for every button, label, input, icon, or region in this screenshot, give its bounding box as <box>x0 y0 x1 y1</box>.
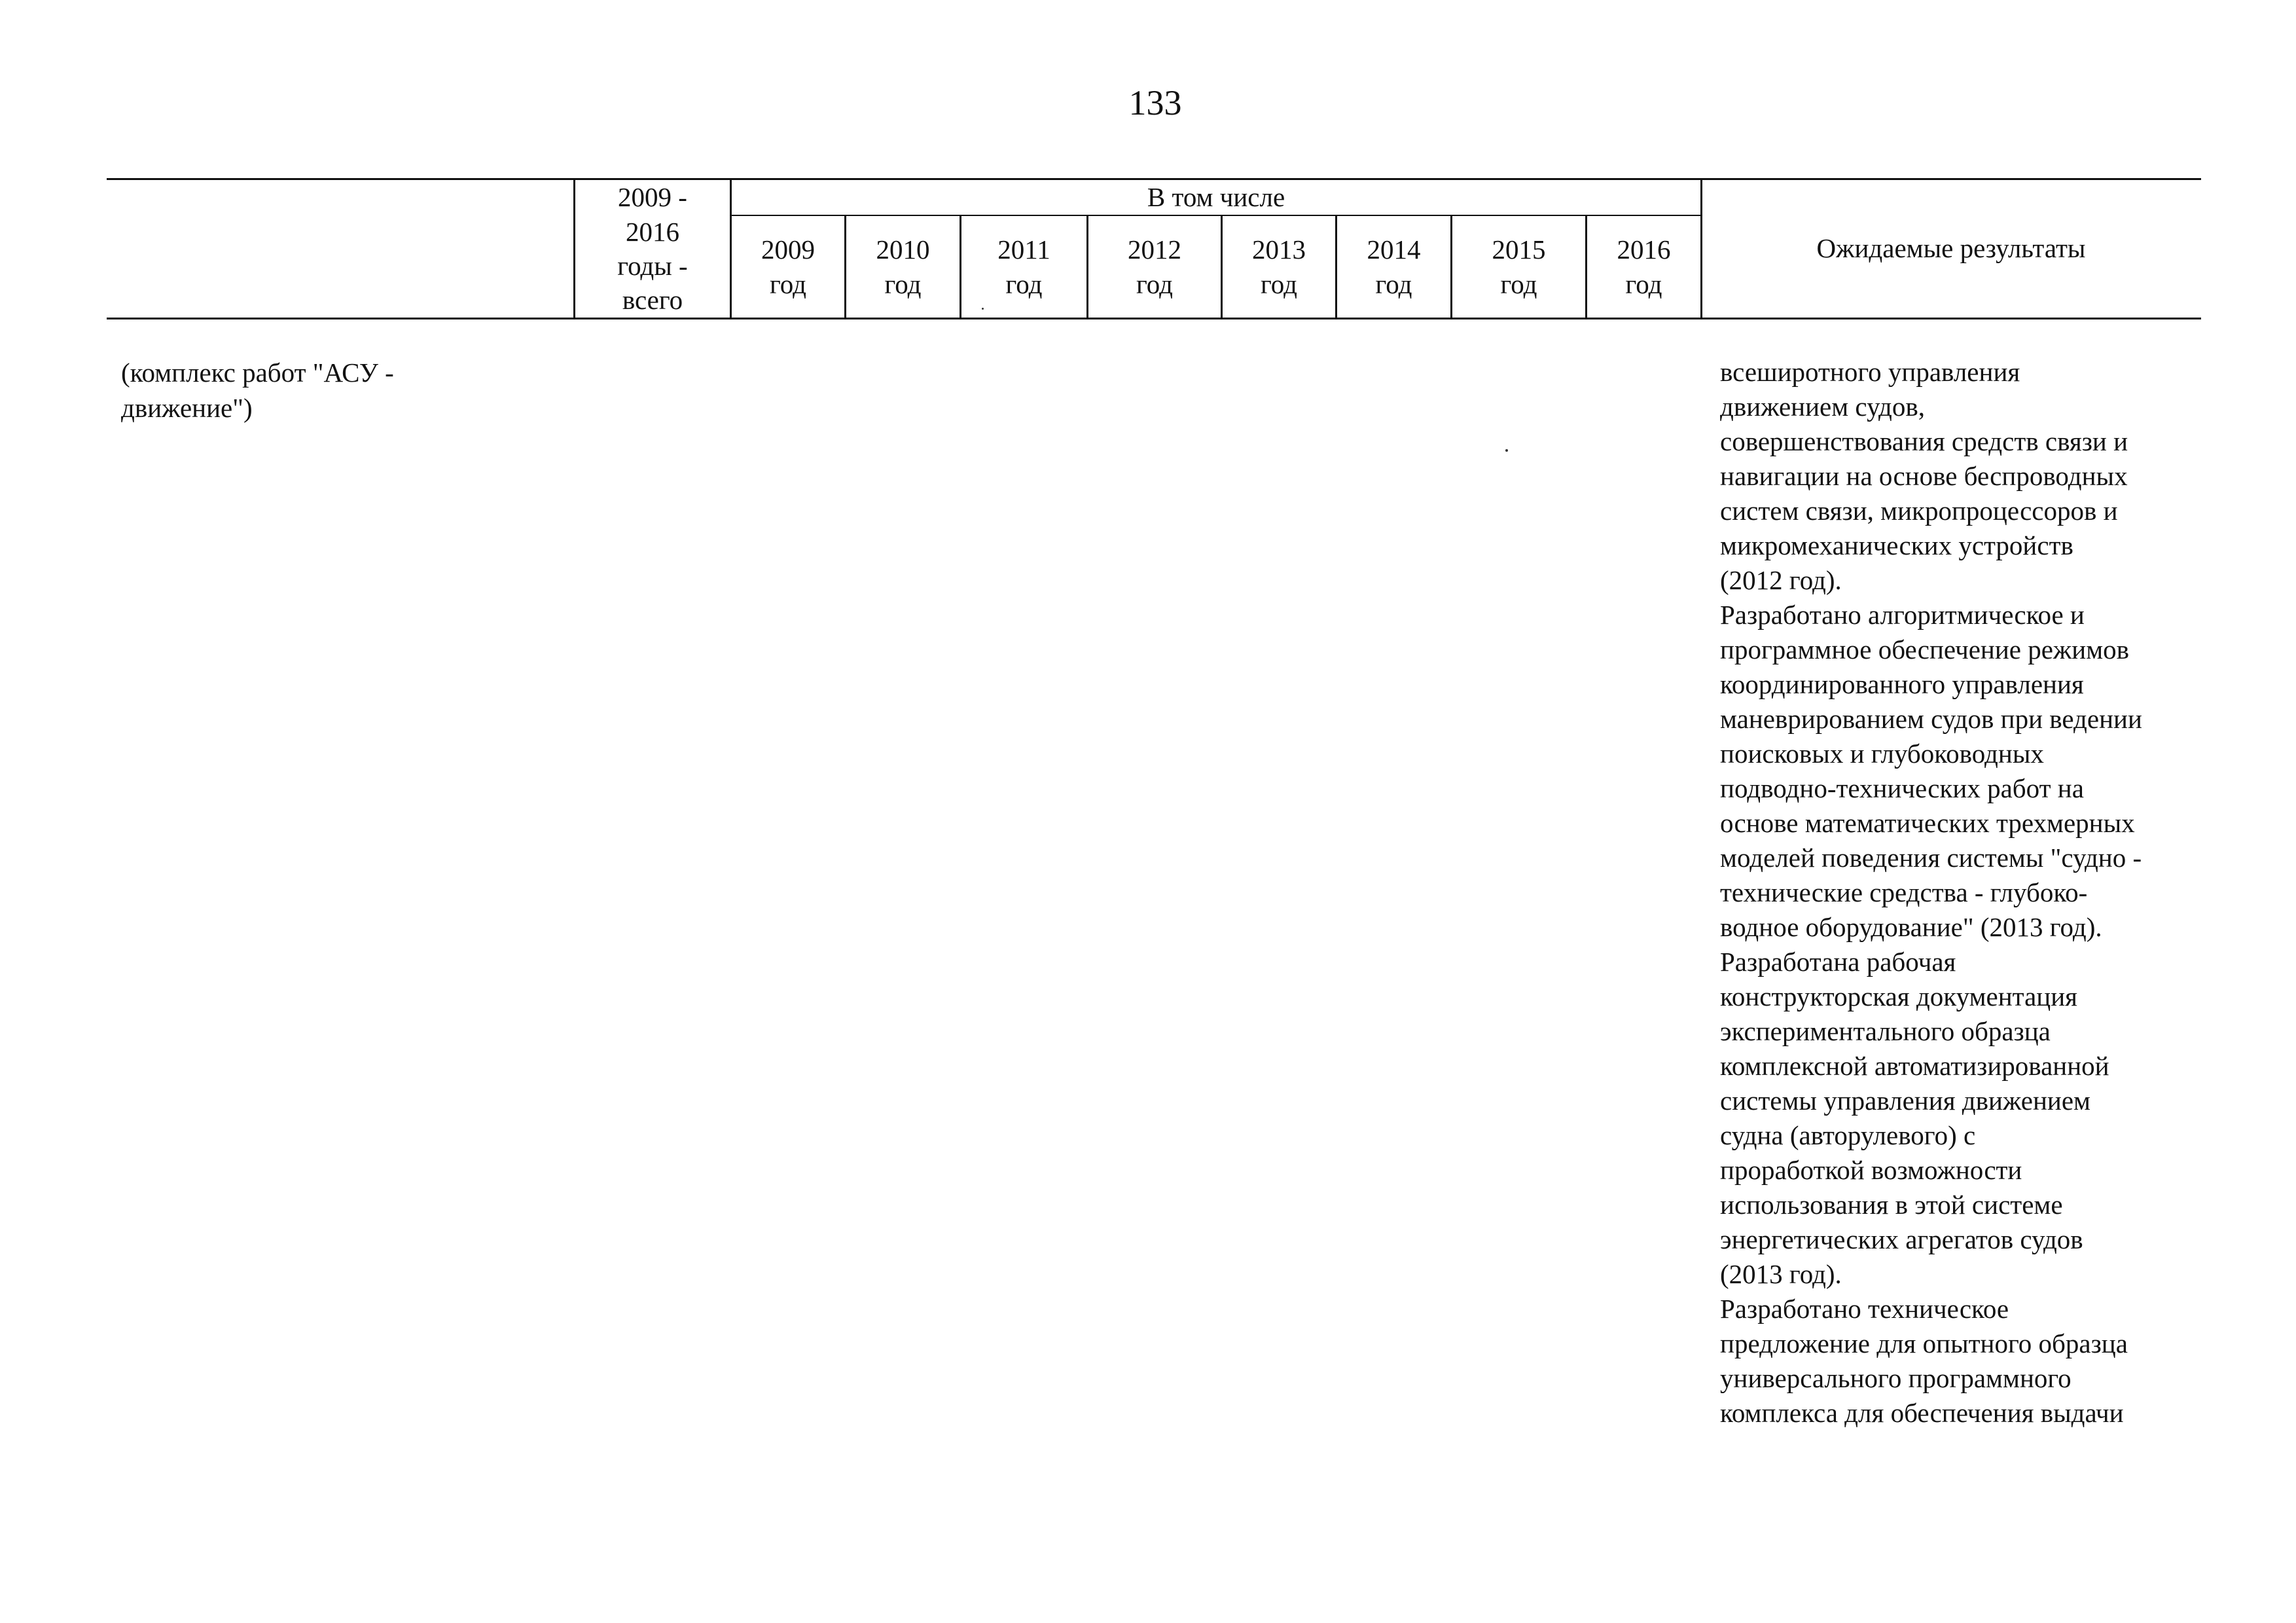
year-unit: год <box>1005 269 1043 299</box>
result-line: маневрированием судов при ведении <box>1720 704 2142 734</box>
header-total-line: годы - <box>617 251 688 281</box>
result-line: конструкторская документация <box>1720 981 2078 1012</box>
result-line: проработкой возможности <box>1720 1155 2022 1185</box>
year-unit: год <box>1261 269 1297 299</box>
header-year-2016 <box>1587 217 1700 318</box>
result-line: комплекса для обеспечения выдачи <box>1720 1398 2124 1428</box>
result-line: (2012 год). <box>1720 565 1842 595</box>
year-label: 2014 <box>1367 234 1421 264</box>
subheader-rule <box>730 215 1702 216</box>
year-unit: год <box>1625 269 1662 299</box>
year-label: 2013 <box>1252 234 1306 264</box>
work-package-label <box>121 355 488 426</box>
year-unit: год <box>1136 269 1173 299</box>
scan-speck <box>982 308 984 310</box>
header-year-2011 <box>961 217 1086 318</box>
result-line: предложение для опытного образца <box>1720 1328 2128 1359</box>
result-line: движением судов, <box>1720 392 1925 422</box>
year-unit: год <box>1375 269 1412 299</box>
year-label: 2011 <box>997 234 1050 264</box>
result-line: совершенствования средств связи и <box>1720 426 2128 456</box>
table-bottom-rule <box>107 318 2201 319</box>
result-line: водное оборудование" (2013 год). <box>1720 912 2102 942</box>
scan-speck <box>1505 449 1508 452</box>
result-line: экспериментального образца <box>1720 1016 2051 1046</box>
text-line: движение") <box>121 393 253 424</box>
result-line: навигации на основе беспроводных <box>1720 461 2128 491</box>
year-unit: год <box>770 269 806 299</box>
header-total-cell <box>575 180 730 318</box>
year-label: 2010 <box>876 234 930 264</box>
expected-results-text <box>1720 355 2204 1431</box>
year-label: 2015 <box>1492 234 1546 264</box>
header-total-line: всего <box>622 285 683 316</box>
result-line: Разработано техническое <box>1720 1294 2009 1324</box>
result-line: судна (авторулевого) с <box>1720 1120 1976 1150</box>
result-line: энергетических агрегатов судов <box>1720 1224 2083 1254</box>
result-line: координированного управления <box>1720 669 2084 699</box>
result-line: систем связи, микропроцессоров и <box>1720 496 2118 526</box>
year-unit: год <box>884 269 922 299</box>
year-label: 2016 <box>1617 234 1671 264</box>
result-line: подводно-технических работ на <box>1720 773 2084 803</box>
header-year-2013 <box>1223 217 1335 318</box>
page-number: 133 <box>1128 83 1182 122</box>
header-year-2015 <box>1452 217 1585 318</box>
year-label: 2009 <box>761 234 815 264</box>
result-line: комплексной автоматизированной <box>1720 1051 2109 1081</box>
result-line: микромеханических устройств <box>1720 530 2073 560</box>
header-year-2009 <box>732 217 844 318</box>
result-line: технические средства - глубоко- <box>1720 877 2088 907</box>
header-year-2014 <box>1337 217 1450 318</box>
result-line: Разработано алгоритмическое и <box>1720 600 2085 630</box>
result-line: моделей поведения системы "судно - <box>1720 843 2142 873</box>
year-unit: год <box>1500 269 1537 299</box>
header-group-label: В том числе <box>1147 181 1285 212</box>
result-line: использования в этой системе <box>1720 1190 2063 1220</box>
result-line: (2013 год). <box>1720 1259 1842 1289</box>
result-line: системы управления движением <box>1720 1085 2090 1116</box>
result-line: программное обеспечение режимов <box>1720 634 2130 665</box>
result-line: универсального программного <box>1720 1363 2072 1393</box>
year-label: 2012 <box>1128 234 1181 264</box>
text-line: (комплекс работ "АСУ - <box>121 357 394 388</box>
result-line: Разработана рабочая <box>1720 947 1956 977</box>
result-line: основе математических трехмерных <box>1720 808 2135 838</box>
result-line: всеширотного управления <box>1720 357 2020 387</box>
header-total-line: 2016 <box>626 216 679 247</box>
header-results-label: Ожидаемые результаты <box>1816 233 2086 264</box>
result-line: поисковых и глубоководных <box>1720 739 2044 769</box>
header-total-line: 2009 - <box>618 182 687 213</box>
header-year-2012 <box>1088 217 1221 318</box>
header-year-2010 <box>846 217 960 318</box>
